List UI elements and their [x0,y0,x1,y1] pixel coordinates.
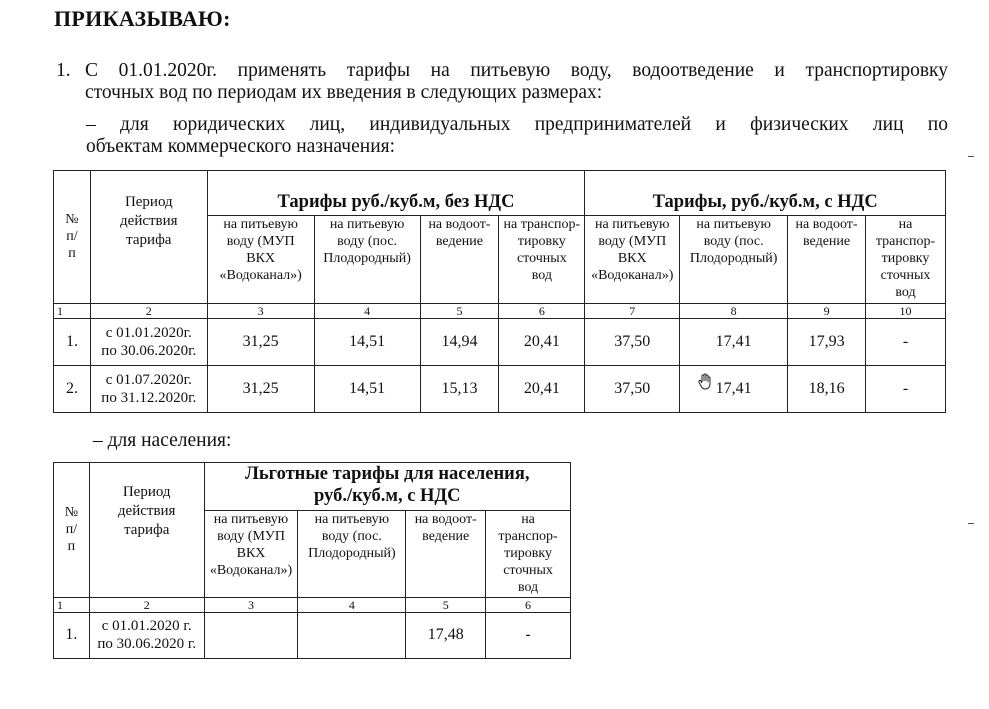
table-row [54,366,946,413]
value-cell: 17,41 [680,366,788,413]
scan-speck [968,156,974,157]
index-cell: 3 [204,597,298,612]
subheader-drainage-vat: на водоот- ведение [788,215,866,303]
index-row [54,303,946,318]
subheader-transport: на транспор- тировку сточных вод [486,511,571,597]
legal-line-1: – для юридических лиц, индивидуальных предпринимателей и физических лиц по [86,114,948,135]
subheader-drainage: на водоот- ведение [406,511,486,597]
value-cell: 14,51 [314,366,420,413]
value-cell: 37,50 [585,319,680,366]
index-cell: 7 [585,303,680,318]
value-cell: 18,16 [788,366,866,413]
row-number: 2. [54,366,91,413]
index-cell: 4 [314,303,420,318]
group-header-vat: Тарифы, руб./куб.м, с НДС [585,171,946,216]
table-row [54,612,571,658]
index-cell: 4 [298,597,406,612]
col-header-number: № п/ п [54,171,91,304]
legal-line-2: объектам коммерческого назначения: [86,136,396,157]
tariff-table-commercial [53,170,946,413]
row-number: 1. [54,612,90,658]
item-1-line-1: С 01.01.2020г. применять тарифы на питьевую воду, водоотведение и транспортировку [85,60,948,81]
subheader-water-plodorodny: на питьевую воду (пос. Плодородный) [314,215,420,303]
index-cell: 1 [54,303,91,318]
group-header-no-vat: Тарифы руб./куб.м, без НДС [207,171,585,216]
subheader-water-vodokanal: на питьевую воду (МУП ВКХ «Водоканал») [204,511,298,597]
value-cell: 15,13 [420,366,499,413]
row-period: с 01.01.2020г. по 30.06.2020г. [90,319,207,366]
index-cell: 3 [207,303,314,318]
subheader-water-vodokanal: на питьевую воду (МУП ВКХ «Водоканал») [207,215,314,303]
value-cell: 20,41 [499,319,585,366]
index-cell: 5 [406,597,486,612]
value-cell: - [486,612,571,658]
col-header-period: Период действия тарифа [90,171,207,304]
value-cell [298,612,406,658]
value-cell: 31,25 [207,319,314,366]
index-cell: 1 [54,597,90,612]
subheader-water-plodorodny: на питьевую воду (пос. Плодородный) [298,511,406,597]
value-cell: 14,94 [420,319,499,366]
row-period: с 01.07.2020г. по 31.12.2020г. [90,366,207,413]
value-cell: 17,93 [788,319,866,366]
value-cell: 17,48 [406,612,486,658]
item-1-line-2: сточных вод по периодам их введения в следующих размерах: [85,82,603,103]
col-header-number: № п/ п [54,463,90,598]
value-cell: 17,41 [680,319,788,366]
col-header-period: Период действия тарифа [89,463,204,598]
index-cell: 6 [486,597,571,612]
subheader-water-vodokanal-vat: на питьевую воду (МУП ВКХ «Водоканал») [585,215,680,303]
index-cell: 9 [788,303,866,318]
page-heading: ПРИКАЗЫВАЮ: [54,6,231,31]
legal-entities-paragraph [86,114,948,158]
item-1-number: 1. [56,60,71,81]
value-cell: - [866,319,946,366]
table-row [54,319,946,366]
row-period: с 01.01.2020 г. по 30.06.2020 г. [89,612,204,658]
scan-speck [968,523,974,524]
index-cell: 2 [89,597,204,612]
subheader-transport: на транспор- тировку сточных вод [499,215,585,303]
subheader-water-plodorodny-vat: на питьевую воду (пос. Плодородный) [680,215,788,303]
value-cell: - [866,366,946,413]
index-cell: 2 [90,303,207,318]
group-header-population: Льготные тарифы для населения, руб./куб.м, с НДС [204,463,570,511]
index-cell: 5 [420,303,499,318]
hand-cursor-icon [697,373,713,391]
subheader-drainage: на водоот- ведение [420,215,499,303]
index-cell: 10 [866,303,946,318]
item-1-paragraph [56,60,948,104]
value-cell: 14,51 [314,319,420,366]
tariff-table-population [53,462,571,659]
index-row [54,597,571,612]
value-cell: 31,25 [207,366,314,413]
value-cell: 37,50 [585,366,680,413]
value-cell [204,612,298,658]
index-cell: 8 [680,303,788,318]
population-label: – для населения: [93,430,232,451]
index-cell: 6 [499,303,585,318]
row-number: 1. [54,319,91,366]
value-cell: 20,41 [499,366,585,413]
subheader-transport-vat: на транспор- тировку сточных вод [866,215,946,303]
